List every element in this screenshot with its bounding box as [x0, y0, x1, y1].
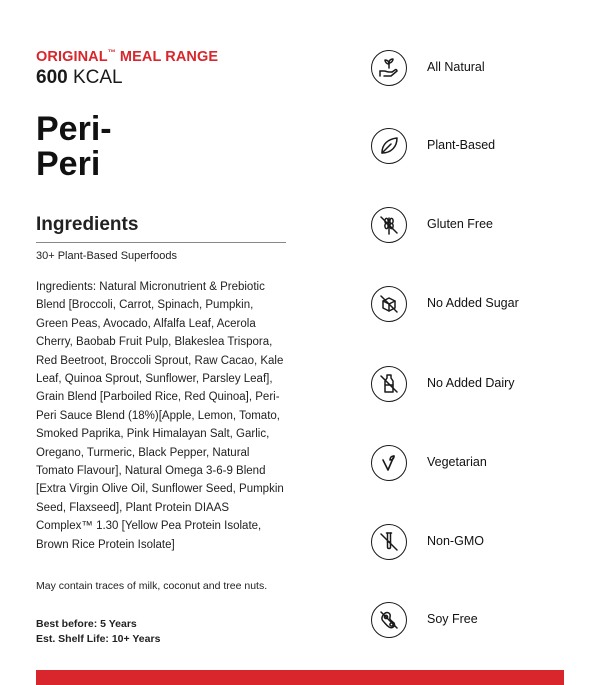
badge-no-added-dairy [371, 366, 591, 406]
calorie-label: 600 KCAL [36, 67, 123, 88]
badge-gluten-free [371, 207, 591, 247]
bottom-accent-bar [36, 670, 564, 685]
badge-no-added-sugar [371, 286, 591, 326]
ingredients-divider [36, 242, 286, 243]
hand-sprout-icon [371, 50, 407, 86]
milk-bottle-crossed-icon [371, 366, 407, 402]
badge-soy-free [371, 602, 591, 642]
test-tube-crossed-icon [371, 524, 407, 560]
sugar-cube-crossed-icon [371, 286, 407, 322]
badge-plant-based [371, 128, 591, 168]
badge-label: All Natural [427, 60, 485, 74]
badge-vegetarian [371, 445, 591, 485]
badge-label: Gluten Free [427, 217, 494, 231]
ingredients-list: Ingredients: Natural Micronutrient & Prebiotic Blend [Broccoli, Carrot, Spinach, Pumpkin, Green Peas, Avocado, Alfalfa Leaf, Acerola Cherry, Baobab Fruit Pulp, Blakeslea Trispora, Red Beetroot, Broccoli Sprout, Raw Cacao, Kale Leaf, Quinoa Sprout, Sunflower, Parsley Leaf], Grain Blend [Parboiled Rice, Red Quinoa], Peri-Peri Sauce Blend (18%)[Apple, Lemon, Tomato, Smoked Paprika, Pink Himalayan Salt, Garlic, Oregano, Turmeric, Black Pepper, Natural Tomato Flavour], Natural Omega 3-6-9 Blend [Extra Virgin Olive Oil, Sunflower Seed, Pumpkin Seed, Flaxseed], Plant Protein DIAAS Complex™ 1.30 [Yellow Pea Protein Isolate, Brown Rice Protein Isolate] [36, 281, 284, 551]
badge-label: Plant-Based [427, 138, 496, 152]
v-sprout-icon [371, 445, 407, 481]
badge-non-gmo [371, 524, 591, 564]
allergen-note: May contain traces of milk, coconut and tree nuts. [36, 580, 268, 592]
product-title: Peri- Peri [36, 110, 112, 183]
badge-label: Vegetarian [427, 455, 487, 469]
ingredients-subheading: 30+ Plant-Based Superfoods [36, 250, 177, 262]
best-before: Best before: 5 Years [36, 618, 137, 630]
meal-range-label: ORIGINAL™ MEAL RANGE [36, 48, 219, 65]
badge-label: No Added Sugar [427, 296, 519, 310]
shelf-life-info [36, 617, 160, 647]
badge-label: No Added Dairy [427, 376, 515, 390]
soybean-crossed-icon [371, 602, 407, 638]
badge-label: Non-GMO [427, 534, 484, 548]
badge-all-natural [371, 50, 591, 90]
shelf-life: Est. Shelf Life: 10+ Years [36, 633, 161, 645]
ingredients-heading: Ingredients [36, 214, 139, 235]
wheat-crossed-icon [371, 207, 407, 243]
badge-label: Soy Free [427, 612, 478, 626]
leaf-icon [371, 128, 407, 164]
